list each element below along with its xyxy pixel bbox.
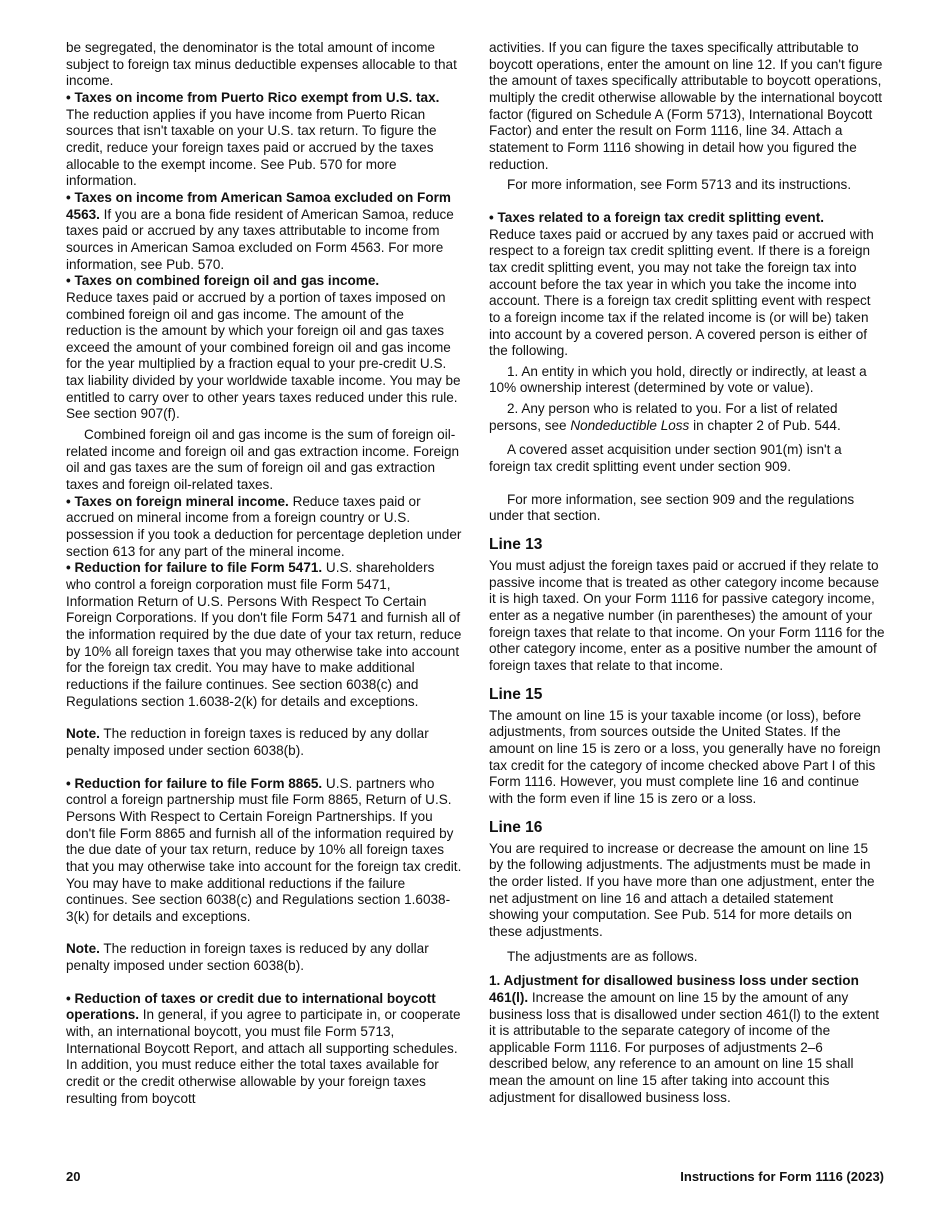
bullet-heading: Taxes on income from Puerto Rico exempt from U.S. tax. [74,89,440,105]
bullet-heading: Reduction for failure to file Form 8865. [74,775,323,791]
paragraph: Combined foreign oil and gas income is the sum of foreign oil-related income and foreign oil and gas extraction income. Foreign oil and gas taxes are the sum of foreign oil and gas extraction taxes and foreign oil-related taxes. [66,427,460,493]
paragraph: You are required to increase or decrease the amount on line 15 by the following adjustments. The adjustments must be made in the order listed. If you have more than one adjustment, enter the net adjustment on line 16 and attach a detailed statement showing your computation. See Pub. 514 for more details on these adjustments. [489,840,875,939]
section-heading-line-13: Line 13 [489,536,543,554]
bullet-text: Reduce taxes paid or accrued by a portion of taxes imposed on combined foreign oil and gas income. The amount of the reduction is the amount by which your foreign oil and gas taxes exceed the amount of your combined foreign oil and gas income for the year multiplied by a fraction equal to your pre-credit U.S. tax liability divided by your worldwide taxable income. You may be entitled to carry over to other years taxes reduced under this rule. See section 907(f). [66,289,461,422]
bullet-heading: Taxes on foreign mineral income. [74,493,289,509]
paragraph: The amount on line 15 is your taxable income (or loss), before adjustments, from sources outside the United States. If the amount on line 15 is zero or a loss, you generally have no foreign tax credit for the category of income checked above Part I of this Form 1116. However, you must complete line 16 and continue with the form even if line 15 is zero or a loss. [489,707,881,806]
adjustment-item [489,973,885,1106]
bullet-text: The reduction applies if you have income from Puerto Rican sources that isn't taxable on your U.S. tax return. To figure the credit, reduce your foreign taxes paid or accrued by the taxes allocable to the exempt income. See Pub. 570 for more information. [66,106,437,189]
page-number: 20 [66,1169,81,1184]
note-text: The reduction in foreign taxes is reduced by any dollar penalty imposed under section 6038(b). [66,726,429,758]
list-item: 1. An entity in which you hold, directly or indirectly, at least a 10% ownership interest (determined by vote or value). [489,363,867,396]
bullet-puerto-rico [66,90,462,190]
bullet-text: U.S. partners who control a foreign partnership must file Form 8865, Return of U.S. Persons With Respect to Certain Foreign Partnerships. If you don't file Form 8865 and furnish all of the information required by the due date of your tax return, reduce by 10% all foreign taxes that you may otherwise take into account for the foreign tax credit. You may have to make additional reductions if the failure continues. See section 6038(c) and Regulations section 1.6038-3(k) for details and exceptions. [66,775,462,924]
note-label: Note. [66,941,100,957]
bullet-boycott [66,991,462,1108]
bullet-oil-gas [66,273,462,423]
bullet-text: U.S. shareholders who control a foreign corporation must file Form 5471, Information Return of U.S. Persons With Respect To Certain Foreign Corporations. If you don't file Form 5471 and furnish all of the information required by the due date of your tax return, reduce by 10% all foreign taxes that you may otherwise take into account for the foreign tax credit. You may have to make additional reductions if the failure continues. See section 6038(c) and Regulations section 1.6038-2(k) for details and exceptions. [66,560,462,709]
left-column [66,40,462,1107]
paragraph: For more information, see Form 5713 and its instructions. [507,177,852,193]
paragraph: A covered asset acquisition under section 901(m) isn't a foreign tax credit splitting event under section 909. [489,442,842,475]
list-item-text: in chapter 2 of Pub. 544. [689,417,841,433]
paragraph: For more information, see section 909 and the regulations under that section. [489,491,855,524]
bullet-text: In general, if you agree to participate in, or cooperate with, an international boycott, you must file Form 5713, International Boycott Report, and attach all supporting schedules. In addition, you must reduce either the total taxes available for credit or the credit otherwise allowable by your foreign taxes resulting from boycott [66,1007,461,1106]
paragraph: You must adjust the foreign taxes paid or accrued if they relate to passive income that is treated as other category income because it is high taxed. On your Form 1116 for passive category income, enter as a negative number (in parentheses) the amount of your foreign taxes that relate to that income. On your Form 1116 for the other category income, enter as a positive number the amount of foreign taxes that relate to that income. [489,558,885,673]
bullet-heading: Taxes on combined foreign oil and gas income. [74,273,380,289]
bullet-text: If you are a bona fide resident of American Samoa, reduce taxes paid or accrued by any taxes attributable to income from sources in American Samoa excluded on Form 4563. For more information, see Pub. 570. [66,206,454,272]
bullet-text: Reduce taxes paid or accrued by any taxes paid or accrued with respect to a foreign tax credit splitting event. If there is a foreign tax credit splitting event, you may not take the foreign tax into account before the tax year in which you take the income into account. There is a foreign tax credit splitting event with respect to a foreign income tax if the related income is (or will be) taken into account by a covered person. A covered person is either of the following. [489,226,874,359]
paragraph: The adjustments are as follows. [507,948,698,964]
bullet-splitting-event [489,210,885,360]
bullet-heading: Taxes on income from American Samoa excluded on Form 4563. [66,189,451,222]
list-item-text: 2. Any person who is related to you. For a list of related persons, see [489,401,838,433]
bullet-american-samoa [66,190,462,273]
bullet-heading: Reduction for failure to file Form 5471. [74,560,323,576]
note [66,726,462,759]
section-heading-line-15: Line 15 [489,685,543,703]
paragraph: activities. If you can figure the taxes specifically attributable to boycott operations, enter the amount on line 12. If you can't figure the amount of taxes specifically attributable to boycott operations, multiply the credit otherwise allowable by the international boycott factor (figured on Schedule A (Form 5713), International Boycott Factor) and enter the result on Form 1116, line 34. Attach a statement to Form 1116 showing in detail how you figured the reduction. [489,40,883,172]
bullet-heading: Reduction of taxes or credit due to international boycott operations. [66,990,436,1023]
footer-title: Instructions for Form 1116 (2023) [680,1169,884,1184]
section-heading-line-16: Line 16 [489,818,543,836]
bullet-form-8865 [66,776,462,926]
list-item [489,401,885,434]
note-text: The reduction in foreign taxes is reduced by any dollar penalty imposed under section 6038(b). [66,941,429,974]
bullet-form-5471 [66,560,462,710]
cross-reference: Nondeductible Loss [570,417,690,433]
bullet-mineral-income [66,494,462,561]
bullet-text: Reduce taxes paid or accrued on mineral income from a foreign country or U.S. possession if you took a deduction for percentage depletion under section 613 for any part of the mineral income. [66,493,462,559]
note [66,941,462,974]
adjustment-text: Increase the amount on line 15 by the amount of any business loss that is disallowed under section 461(l) to the extent it is attributable to the separate category of income of the applicable Form 1116. For purposes of adjustments 2–6 described below, any reference to an amount on line 15 shall mean the amount on line 15 after taking into account this adjustment for disallowed business loss. [489,989,880,1105]
adjustment-heading: 1. Adjustment for disallowed business loss under section 461(l). [489,973,859,1005]
note-label: Note. [66,726,100,742]
paragraph: be segregated, the denominator is the total amount of income subject to foreign tax minus deductible expenses allocable to that income. [66,40,457,89]
right-column [489,40,885,1106]
bullet-heading: Taxes related to a foreign tax credit splitting event. [497,209,824,225]
